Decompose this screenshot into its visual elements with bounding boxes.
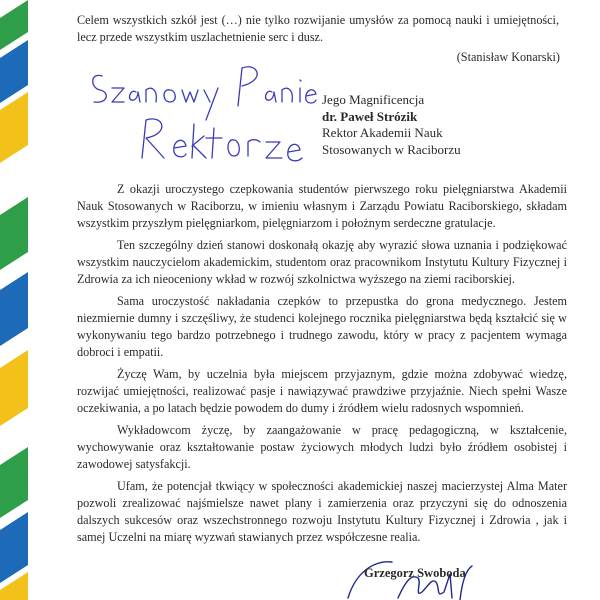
stripe-blue	[0, 512, 28, 583]
salutation-line-2	[142, 119, 302, 161]
signer-name: Grzegorz Swoboda	[364, 566, 466, 580]
paragraph-1: Z okazji uroczystego czepkowania studentów pierwszego roku pielęgniarstwa Akademii Nauk Stosowanych w Raciborzu, w imieniu własnym i Zarządu Powiatu Raciborskiego, składam wszystkim przyszłym pielęgniarkom, pielęgniarzom i położnym serdeczne gratulacje.	[77, 182, 567, 230]
motto-quote: Celem wszystkich szkół jest (…) nie tylko rozwijanie umysłów za pomocą nauki i umiejętności, lecz przede wszystkim uszlachetnienie serc i dusz.	[77, 13, 559, 44]
letter-body	[77, 181, 567, 551]
paragraph-5: Wykładowcom życzę, by zaangażowanie w pracę pedagogiczną, w kształcenie, wychowywanie oraz kształtowanie postaw życiowych młodych ludzi było źródłem osobistej i zawodowej satysfakcji.	[77, 423, 567, 471]
motto-author: (Stanisław Konarski)	[456, 50, 560, 64]
recipient-name: dr. Paweł Strózik	[322, 108, 418, 124]
stripe-blue	[0, 272, 28, 346]
paragraph-4: Życzę Wam, by uczelnia była miejscem przyjaznym, gdzie można zdobywać wiedzę, rozwijać umiejętności, realizować pasje i nawiązywać prawdziwe przyjaźnie. Niech spełni Wasze oczekiwania, a po latach będzie powodem do dumy i źródłem wielu radosnych wspomnień.	[77, 367, 567, 415]
stripe-green	[0, 0, 28, 50]
paragraph-3: Sama uroczystość nakładania czepków to przepustka do grona medycznego. Jestem niezmiernie dumny i szczęśliwy, że studenci kolejnego rocznika pielęgniarstwa będą kształcić się w wykonywaniu tego bardzo potrzebnego i trudnego zawodu, który w pracy z pacjentem wymaga dobroci i empatii.	[77, 294, 567, 359]
handwritten-salutation	[88, 62, 318, 172]
recipient-role-line2: Stosowanych w Raciborzu	[322, 141, 461, 157]
recipient-role-line1: Rektor Akademii Nauk	[322, 125, 443, 140]
salutation-line-1	[93, 67, 316, 120]
recipient-title: Jego Magnificencja	[322, 92, 425, 107]
stripe-blue	[0, 40, 28, 103]
stripe-yellow	[0, 92, 28, 163]
stripe-yellow	[0, 350, 28, 426]
paragraph-6: Ufam, że potencjał tkwiący w społeczności akademickiej naszej macierzystej Alma Mater pozwoli zrealizować najśmielsze nawet plany i zamierzenia oraz przyczyni się do odnoszenia dalszych sukcesów oraz wszechstronnego rozwoju Instytutu Kultury Fizycznej i Zdrowia , jak i samej Uczelni na miarę wyzwań stawianych przez współczesne realia.	[77, 479, 567, 544]
recipient-block	[322, 92, 562, 158]
decorative-stripes	[0, 0, 40, 600]
stripe-green	[0, 447, 28, 518]
stripe-green	[0, 197, 28, 270]
paragraph-2: Ten szczególny dzień stanowi doskonałą okazję aby wyrazić słowa uznania i podziękować wszystkim nauczycielom akademickim, studentom oraz pracownikom Instytutu Kultury Fizycznej i Zdrowia za ich nieoceniony wkład w rozwój szkolnictwa wyższego na ziemi raciborskiej.	[77, 238, 567, 286]
